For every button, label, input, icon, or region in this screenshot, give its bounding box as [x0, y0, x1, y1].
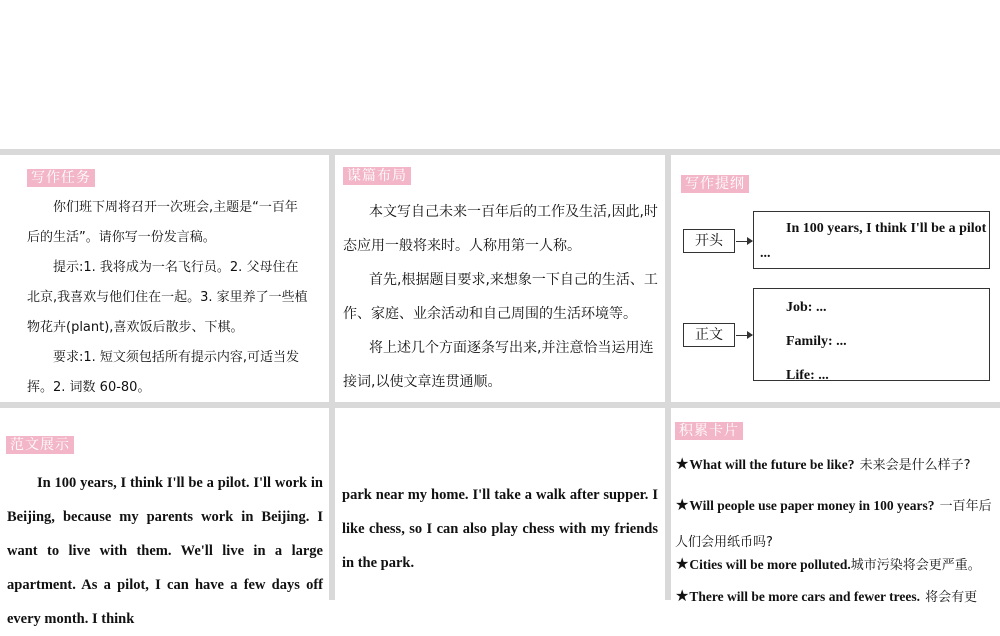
writing-outline-panel [671, 155, 1000, 402]
card-item: ★Cities will be more polluted.城市污染将会更严重。 [675, 554, 981, 573]
task-paragraph-1: 你们班下周将召开一次班会,主题是“一百年后的生活”。请你写一份发言稿。 [27, 200, 298, 245]
sample-essay-panel [0, 408, 329, 627]
sample-essay-continued-text: park near my home. I'll take a walk after supper. I like chess, so I can also play chess with my friends in the park. [342, 487, 658, 571]
card-item: ★What will the future be like? 未来会是什么样子? [675, 454, 971, 473]
writing-task-tag: 写作任务 [27, 169, 95, 187]
body-item-life: Life: ... [786, 368, 829, 383]
layout-plan-panel [335, 155, 665, 402]
star-icon: ★ [675, 495, 690, 514]
plan-paragraph-3: 将上述几个方面逐条写出来,并注意恰当运用连接词,以使文章连贯通顺。 [343, 340, 654, 390]
body-arrow-icon [736, 335, 752, 336]
opening-label: 开头 [683, 229, 735, 253]
body-item-family: Family: ... [786, 334, 847, 349]
sample-essay-text: In 100 years, I think I'll be a pilot. I'll work in Beijing, because my parents work in Beijing. I want to live with them. We'll live in a large apartment. As a pilot, I can have a few days off every month. I think [7, 475, 323, 627]
plan-paragraph-1: 本文写自己未来一百年后的工作及生活,因此,时态应用一般将来时。人称用第一人称。 [343, 204, 658, 254]
sample-essay-continued-panel [335, 408, 665, 600]
body-box [753, 288, 990, 381]
opening-box [753, 211, 990, 269]
accumulation-cards-tag: 积累卡片 [675, 422, 743, 440]
sample-essay-tag: 范文展示 [6, 436, 74, 454]
task-paragraph-3: 要求:1. 短文须包括所有提示内容,可适当发挥。2. 词数 60-80。 [27, 350, 300, 395]
card-item: ★There will be more cars and fewer trees. 将会有更 [675, 586, 978, 605]
writing-outline-tag: 写作提纲 [681, 175, 749, 193]
writing-task-panel [0, 155, 329, 402]
star-icon: ★ [675, 454, 690, 473]
body-item-job: Job: ... [786, 300, 827, 315]
star-icon: ★ [675, 554, 690, 573]
card-item: ★Will people use paper money in 100 years? 一百年后人们会用纸币吗? [675, 495, 992, 550]
plan-paragraph-2: 首先,根据题目要求,来想象一下自己的生活、工作、家庭、业余活动和自己周围的生活环境等。 [343, 272, 658, 322]
layout-plan-tag: 谋篇布局 [343, 167, 411, 185]
star-icon: ★ [675, 586, 690, 605]
opening-text: In 100 years, I think I'll be a pilot ... [760, 221, 987, 261]
task-paragraph-2: 提示:1. 我将成为一名飞行员。2. 父母住在北京,我喜欢与他们住在一起。3. 家里养了一些植物花卉(plant),喜欢饭后散步、下棋。 [27, 260, 308, 335]
accumulation-cards-panel [671, 408, 1000, 605]
body-label: 正文 [683, 323, 735, 347]
opening-arrow-icon [736, 241, 752, 242]
